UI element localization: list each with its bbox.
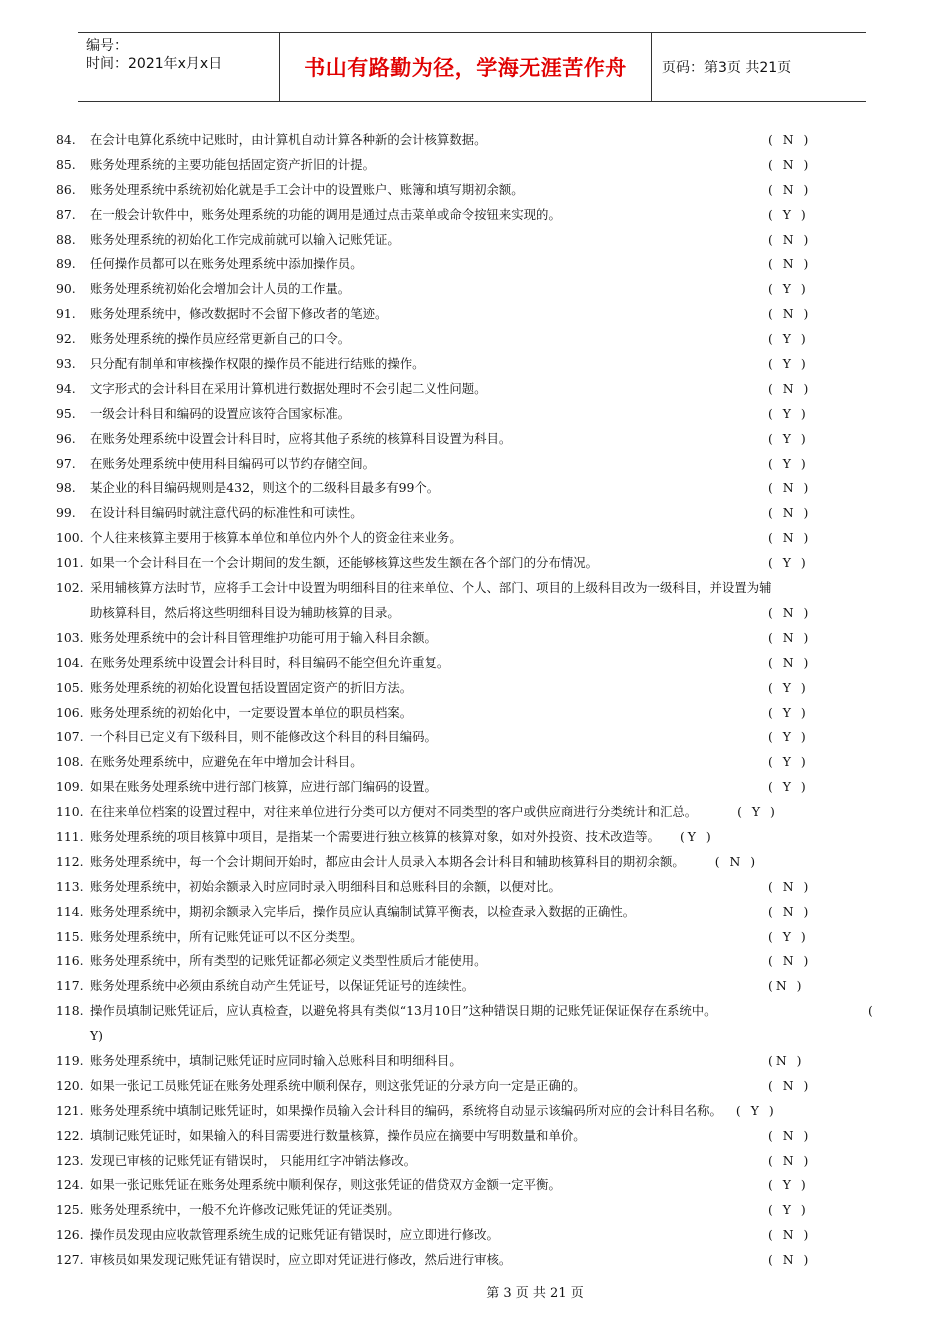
serial-label: 编号： — [86, 38, 128, 54]
item-number: 103. — [56, 629, 84, 645]
item-answer: (N ) — [768, 978, 805, 994]
list-item — [56, 1049, 896, 1074]
item-text: 个人往来核算主要用于核算本单位和单位内外个人的资金往来业务。 — [90, 530, 462, 546]
list-item — [56, 228, 896, 253]
item-text: 如果一个会计科目在一个会计期间的发生额，还能够核算这些发生额在各个部门的分布情况。 — [90, 555, 599, 571]
list-item — [56, 1223, 896, 1248]
item-answer: ( N ) — [768, 604, 812, 620]
item-text: 账务处理系统中必须由系统自动产生凭证号，以保证凭证号的连续性。 — [90, 978, 475, 994]
item-text: 采用辅核算方法时节，应将手工会计中设置为明细科目的往来单位、个人、部门、项目的上级科目改为一级科目，并设置为辅 — [90, 580, 772, 596]
list-item — [56, 402, 896, 427]
list-item — [56, 626, 896, 651]
list-item — [56, 825, 896, 850]
item-answer: ( N ) — [768, 1152, 812, 1168]
list-item — [56, 949, 896, 974]
item-number: 118. — [56, 1003, 84, 1019]
item-text: 账务处理系统中，一般不允许修改记账凭证的凭证类别。 — [90, 1202, 400, 1218]
list-item — [56, 1248, 896, 1273]
item-text: 如果一张记工员账凭证在账务处理系统中顺利保存，则这张凭证的分录方向一定是正确的。 — [90, 1077, 586, 1093]
list-item — [56, 999, 896, 1049]
item-number: 105. — [56, 679, 84, 695]
item-answer: ( N ) — [768, 953, 812, 969]
list-item — [56, 178, 896, 203]
item-number: 104. — [56, 654, 84, 670]
item-text: 在设计科目编码时就注意代码的标准性和可读性。 — [90, 505, 363, 521]
list-item — [56, 1074, 896, 1099]
item-answer: ( N ) — [714, 853, 759, 869]
header-motto: 书山有路勤为径，学海无涯苦作舟 — [280, 33, 652, 101]
time-label: 时间：2021年x月x日 — [86, 56, 223, 72]
list-item — [56, 327, 896, 352]
item-number: 110. — [56, 804, 84, 820]
item-answer: ( N ) — [768, 654, 812, 670]
item-answer: ( N ) — [768, 181, 812, 197]
list-item — [56, 377, 896, 402]
item-text: 账务处理系统初始化会增加会计人员的工作量。 — [90, 281, 351, 297]
item-number: 116. — [56, 953, 84, 969]
item-number: 106. — [56, 704, 84, 720]
item-number: 109. — [56, 779, 84, 795]
item-answer: ( N ) — [768, 1252, 812, 1268]
item-text: 账务处理系统中填制记账凭证时，如果操作员输入会计科目的编码，系统将自动显示该编码所对应的会计科目名称。 — [90, 1102, 722, 1118]
list-item — [56, 252, 896, 277]
item-number: 96. — [56, 430, 76, 446]
item-number: 97. — [56, 455, 76, 471]
list-item — [56, 651, 896, 676]
item-text: 任何操作员都可以在账务处理系统中添加操作员。 — [90, 256, 363, 272]
list-item — [56, 277, 896, 302]
item-answer: ( Y ) — [768, 455, 809, 471]
list-item — [56, 427, 896, 452]
item-number: 113. — [56, 878, 84, 894]
item-number: 119. — [56, 1052, 84, 1068]
item-answer: ( Y ) — [735, 1102, 777, 1118]
item-number: 108. — [56, 754, 84, 770]
list-item — [56, 1124, 896, 1149]
list-item — [56, 476, 896, 501]
item-text: 在账务处理系统中设置会计科目时，应将其他子系统的核算科目设置为科目。 — [90, 430, 512, 446]
item-number: 122. — [56, 1127, 84, 1143]
item-text: 账务处理系统的初始化工作完成前就可以输入记账凭证。 — [90, 231, 400, 247]
item-number: 85. — [56, 156, 76, 172]
item-text: 账务处理系统的项目核算中项目，是指某一个需要进行独立核算的核算对象，如对外投资、技术改造等。 — [90, 828, 660, 844]
item-answer: ( Y ) — [768, 928, 809, 944]
item-text: 填制记账凭证时，如果输入的科目需要进行数量核算，操作员应在摘要中写明数量和单价。 — [90, 1127, 586, 1143]
item-number: 102. — [56, 580, 84, 596]
item-text: 操作员发现由应收款管理系统生成的记账凭证有错误时，应立即进行修改。 — [90, 1227, 499, 1243]
item-answer: ( N ) — [768, 132, 812, 147]
item-number: 84. — [56, 132, 76, 147]
item-text: 审核员如果发现记账凭证有错误时，应立即对凭证进行修改，然后进行审核。 — [90, 1252, 512, 1268]
item-number: 111. — [56, 828, 84, 844]
item-text: 在往来单位档案的设置过程中，对往来单位进行分类可以方便对不同类型的客户或供应商进行分类统计和汇总。 — [90, 804, 698, 820]
item-text: 账务处理系统的初始化设置包括设置固定资产的折旧方法。 — [90, 679, 413, 695]
item-text: 文字形式的会计科目在采用计算机进行数据处理时不会引起二义性问题。 — [90, 380, 487, 396]
item-text: 在会计电算化系统中记账时，由计算机自动计算各种新的会计核算数据。 — [90, 132, 487, 147]
item-number: 101. — [56, 555, 84, 571]
item-text: 发现已审核的记账凭证有错误时， 只能用红字冲销法修改。 — [90, 1152, 417, 1168]
item-answer: ( N ) — [768, 1077, 812, 1093]
item-answer: ( Y ) — [768, 281, 809, 297]
item-answer: ( Y ) — [768, 430, 809, 446]
item-text: 在账务处理系统中，应避免在年中增加会计科目。 — [90, 754, 363, 770]
page-footer: 第 3 页 共 21 页 — [486, 1286, 584, 1301]
item-answer: ( Y ) — [768, 679, 809, 695]
item-answer: ( Y ) — [768, 779, 809, 795]
item-answer: ( Y ) — [768, 729, 809, 745]
list-item — [56, 1173, 896, 1198]
list-item — [56, 676, 896, 701]
list-item — [56, 925, 896, 950]
list-item — [56, 701, 896, 726]
list-item — [56, 725, 896, 750]
item-answer: ( N ) — [768, 256, 812, 272]
item-number: 124. — [56, 1177, 84, 1193]
item-number: 107. — [56, 729, 84, 745]
item-text: 账务处理系统中，初始余额录入时应同时录入明细科目和总账科目的余额，以便对比。 — [90, 878, 561, 894]
item-number: 99. — [56, 505, 76, 521]
item-text: 在账务处理系统中设置会计科目时，科目编码不能空但允许重复。 — [90, 654, 450, 670]
item-text: 账务处理系统中，期初余额录入完毕后，操作员应认真编制试算平衡表，以检查录入数据的正确性。 — [90, 903, 636, 919]
item-text: 某企业的科目编码规则是432，则这个的二级科目最多有99个。 — [90, 480, 440, 496]
item-text: 操作员填制记账凭证后，应认真检查，以避免将具有类似“13月10日”这种错误日期的记账凭证保证保存在系统中。 — [90, 1003, 717, 1019]
item-answer: ( N ) — [768, 156, 812, 172]
item-answer: ( N ) — [768, 1127, 812, 1143]
item-number: 87. — [56, 206, 76, 222]
item-number: 100. — [56, 530, 84, 546]
item-text: 账务处理系统中，修改数据时不会留下修改者的笔迹。 — [90, 306, 388, 322]
item-text: 如果一张记账凭证在账务处理系统中顺利保存，则这张凭证的借贷双方金额一定平衡。 — [90, 1177, 561, 1193]
item-answer: ( Y ) — [768, 1202, 809, 1218]
item-answer: ( Y ) — [768, 555, 809, 571]
list-item — [56, 501, 896, 526]
item-text: 在账务处理系统中使用科目编码可以节约存储空间。 — [90, 455, 375, 471]
item-answer: ( N ) — [768, 1227, 812, 1243]
item-text: 账务处理系统中，所有记账凭证可以不区分类型。 — [90, 928, 363, 944]
item-text: 账务处理系统的初始化中，一定要设置本单位的职员档案。 — [90, 704, 413, 720]
item-answer: (Y ) — [679, 828, 714, 844]
item-number: 112. — [56, 853, 84, 869]
item-answer: ( Y ) — [737, 804, 778, 820]
item-text: 如果在账务处理系统中进行部门核算，应进行部门编码的设置。 — [90, 779, 437, 795]
list-item — [56, 128, 896, 153]
item-number: 86. — [56, 181, 76, 197]
item-answer: ( Y ) — [768, 704, 809, 720]
list-item — [56, 974, 896, 999]
item-answer: ( Y ) — [768, 754, 809, 770]
item-text: 账务处理系统的主要功能包括固定资产折旧的计提。 — [90, 156, 375, 172]
question-list — [56, 128, 896, 1273]
item-answer: ( Y ) — [768, 405, 809, 421]
list-item — [56, 576, 896, 626]
item-answer: ( N ) — [768, 505, 812, 521]
item-text: 账务处理系统中的会计科目管理维护功能可用于输入科目余额。 — [90, 629, 437, 645]
list-item — [56, 551, 896, 576]
item-number: 121. — [56, 1102, 84, 1118]
item-number: 115. — [56, 928, 84, 944]
item-text: 账务处理系统中系统初始化就是手工会计中的设置账户、账簿和填写期初余额。 — [90, 181, 524, 197]
list-item — [56, 1198, 896, 1223]
list-item — [56, 775, 896, 800]
item-text: 一个科目已定义有下级科目，则不能修改这个科目的科目编码。 — [90, 729, 437, 745]
item-answer: ( — [868, 1003, 876, 1019]
item-answer: ( N ) — [768, 629, 812, 645]
item-text: 账务处理系统中，填制记账凭证时应同时输入总账科目和明细科目。 — [90, 1052, 462, 1068]
item-number: 93. — [56, 356, 76, 372]
list-item — [56, 900, 896, 925]
header-page-code: 页码：第3页 共21页 — [662, 60, 792, 76]
list-item — [56, 526, 896, 551]
item-text: 账务处理系统的操作员应经常更新自己的口令。 — [90, 331, 351, 347]
item-number: 117. — [56, 978, 84, 994]
item-number: 98. — [56, 480, 76, 496]
item-number: 88. — [56, 231, 76, 247]
list-item — [56, 153, 896, 178]
list-item — [56, 452, 896, 477]
item-answer: ( N ) — [768, 231, 812, 247]
item-text: 一级会计科目和编码的设置应该符合国家标准。 — [90, 405, 351, 421]
item-answer: ( Y ) — [768, 356, 809, 372]
list-item — [56, 203, 896, 228]
item-number: 91. — [56, 306, 76, 322]
item-number: 126. — [56, 1227, 84, 1243]
item-number: 123. — [56, 1152, 84, 1168]
item-answer: ( N ) — [768, 380, 812, 396]
list-item — [56, 850, 896, 875]
item-number: 94. — [56, 380, 76, 396]
item-text: 在一般会计软件中，账务处理系统的功能的调用是通过点击菜单或命令按钮来实现的。 — [90, 206, 561, 222]
item-number: 95. — [56, 405, 76, 421]
item-number: 92. — [56, 331, 76, 347]
item-text: 账务处理系统中，所有类型的记账凭证都必须定义类型性质后才能使用。 — [90, 953, 487, 969]
item-answer: ( N ) — [768, 530, 812, 546]
list-item — [56, 352, 896, 377]
item-text-continued: 助核算科目，然后将这些明细科目设为辅助核算的目录。 — [90, 604, 400, 620]
list-item — [56, 800, 896, 825]
item-answer: ( N ) — [768, 878, 812, 894]
item-number: 120. — [56, 1077, 84, 1093]
item-number: 90. — [56, 281, 76, 297]
page-header — [78, 32, 866, 102]
item-answer: ( Y ) — [768, 331, 809, 347]
list-item — [56, 302, 896, 327]
list-item — [56, 1149, 896, 1174]
item-answer: ( N ) — [768, 306, 812, 322]
item-answer: ( N ) — [768, 480, 812, 496]
item-number: 114. — [56, 903, 84, 919]
item-number: 89. — [56, 256, 76, 272]
item-number: 127. — [56, 1252, 84, 1268]
list-item — [56, 750, 896, 775]
item-text: 账务处理系统中，每一个会计期间开始时，都应由会计人员录入本期各会计科目和辅助核算科目的期初余额。 — [90, 853, 685, 869]
item-answer: ( Y ) — [768, 206, 809, 222]
item-text: 只分配有制单和审核操作权限的操作员不能进行结账的操作。 — [90, 356, 425, 372]
list-item — [56, 875, 896, 900]
list-item — [56, 1099, 896, 1124]
item-answer: (N ) — [768, 1052, 805, 1068]
item-number: 125. — [56, 1202, 84, 1218]
header-meta — [78, 33, 280, 101]
item-answer: ( Y ) — [768, 1177, 809, 1193]
item-text-continued: Y) — [90, 1028, 104, 1044]
item-answer: ( N ) — [768, 903, 812, 919]
